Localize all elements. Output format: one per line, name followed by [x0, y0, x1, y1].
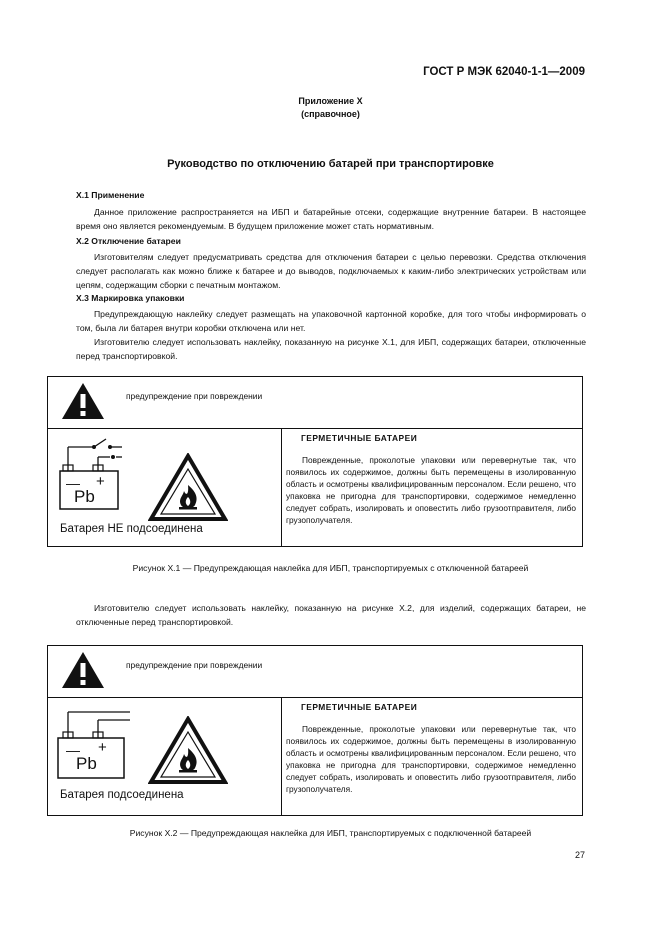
label-heading: ГЕРМЕТИЧНЫЕ БАТАРЕИ — [301, 433, 418, 443]
label-body: Поврежденные, проколотые упаковки или перевернутые так, что появилось их содержимое, должны быть перемещены в изолированную область и осмотрены квалифицированным персоналом. Если решено, что упаковка не пригодна для транспортировки, содержимое немедленно следует собрать, изолировать и оповестить либо грузоотправителя, либо грузополучателя. — [286, 455, 576, 525]
document-header: ГОСТ Р МЭК 62040-1-1—2009 — [423, 66, 585, 78]
battery-chemistry: Pb — [74, 487, 95, 506]
battery-minus-sign: — — [66, 475, 80, 491]
flammable-warning-icon — [148, 453, 228, 523]
label-divider — [281, 429, 282, 546]
battery-minus-sign: — — [66, 742, 80, 758]
main-title: Руководство по отключению батарей при транспортировке — [167, 158, 494, 170]
paragraph: Изготовителю следует использовать наклейку, показанную на рисунке X.2, для изделий, содержащих батареи, не отключенные перед транспортировкой. — [76, 603, 586, 627]
label-body: Поврежденные, проколотые упаковки или перевернутые так, что появилось их содержимое, должны быть перемещены в изолированную область и осмотрены квалифицированным персоналом. Если решено, что упаковка не пригодна для транспортировки, содержимое немедленно следует собрать, изолировать и оповестить либо грузоотправителя, либо грузополучателя. — [286, 724, 576, 794]
exclamation-triangle-icon — [60, 650, 106, 690]
warning-label-disconnected — [47, 376, 583, 547]
battery-chemistry: Pb — [76, 754, 97, 773]
label-divider — [281, 698, 282, 815]
figure-caption: Рисунок X.1 — Предупреждающая наклейка для ИБП, транспортируемых с отключенной батареей — [132, 563, 529, 573]
label-heading: ГЕРМЕТИЧНЫЕ БАТАРЕИ — [301, 702, 418, 712]
warning-label-connected — [47, 645, 583, 816]
flammable-warning-icon — [148, 716, 228, 786]
annex-title: Приложение X — [298, 96, 363, 106]
warning-header — [48, 646, 582, 698]
battery-plus-sign: + — [98, 739, 107, 756]
figure-caption: Рисунок X.2 — Предупреждающая наклейка для ИБП, транспортируемых с подключенной батареей — [129, 828, 532, 838]
battery-caption: Батарея подсоединена — [60, 789, 184, 801]
paragraph: Изготовителям следует предусматривать средства для отключения батареи с целью перевозки. Средства отключения следует располагать как можно ближе к батарее и до выводов, подключаемых к каким-либо электрических устройствам или цепям, содержащим сборки с печатным монтажом. — [76, 252, 586, 290]
paragraph: Предупреждающую наклейку следует размещать на упаковочной картонной коробке, для того чтобы информировать о том, была ли батарея внутри коробки отключена или нет. — [76, 309, 586, 333]
warning-text: предупреждение при повреждении — [126, 391, 263, 401]
annex-note: (справочное) — [301, 109, 360, 119]
paragraph: Данное приложение распространяется на ИБП и батарейные отсеки, содержащие внутренние батареи. В настоящее время оно является рекомендуемым. В будущем приложение может стать нормативным. — [76, 207, 586, 231]
warning-header — [48, 377, 582, 429]
battery-plus-sign: + — [96, 473, 105, 490]
section-heading: X.1 Применение — [76, 190, 145, 200]
exclamation-triangle-icon — [60, 381, 106, 421]
paragraph: Изготовителю следует использовать наклейку, показанную на рисунке X.1, для ИБП, содержащих батареи, отключенные перед транспортировкой. — [76, 337, 586, 361]
section-heading: X.3 Маркировка упаковки — [76, 293, 185, 303]
battery-caption: Батарея НЕ подсоединена — [60, 523, 203, 535]
page-number: 27 — [574, 850, 585, 860]
section-heading: X.2 Отключение батареи — [76, 236, 181, 246]
warning-text: предупреждение при повреждении — [126, 660, 263, 670]
